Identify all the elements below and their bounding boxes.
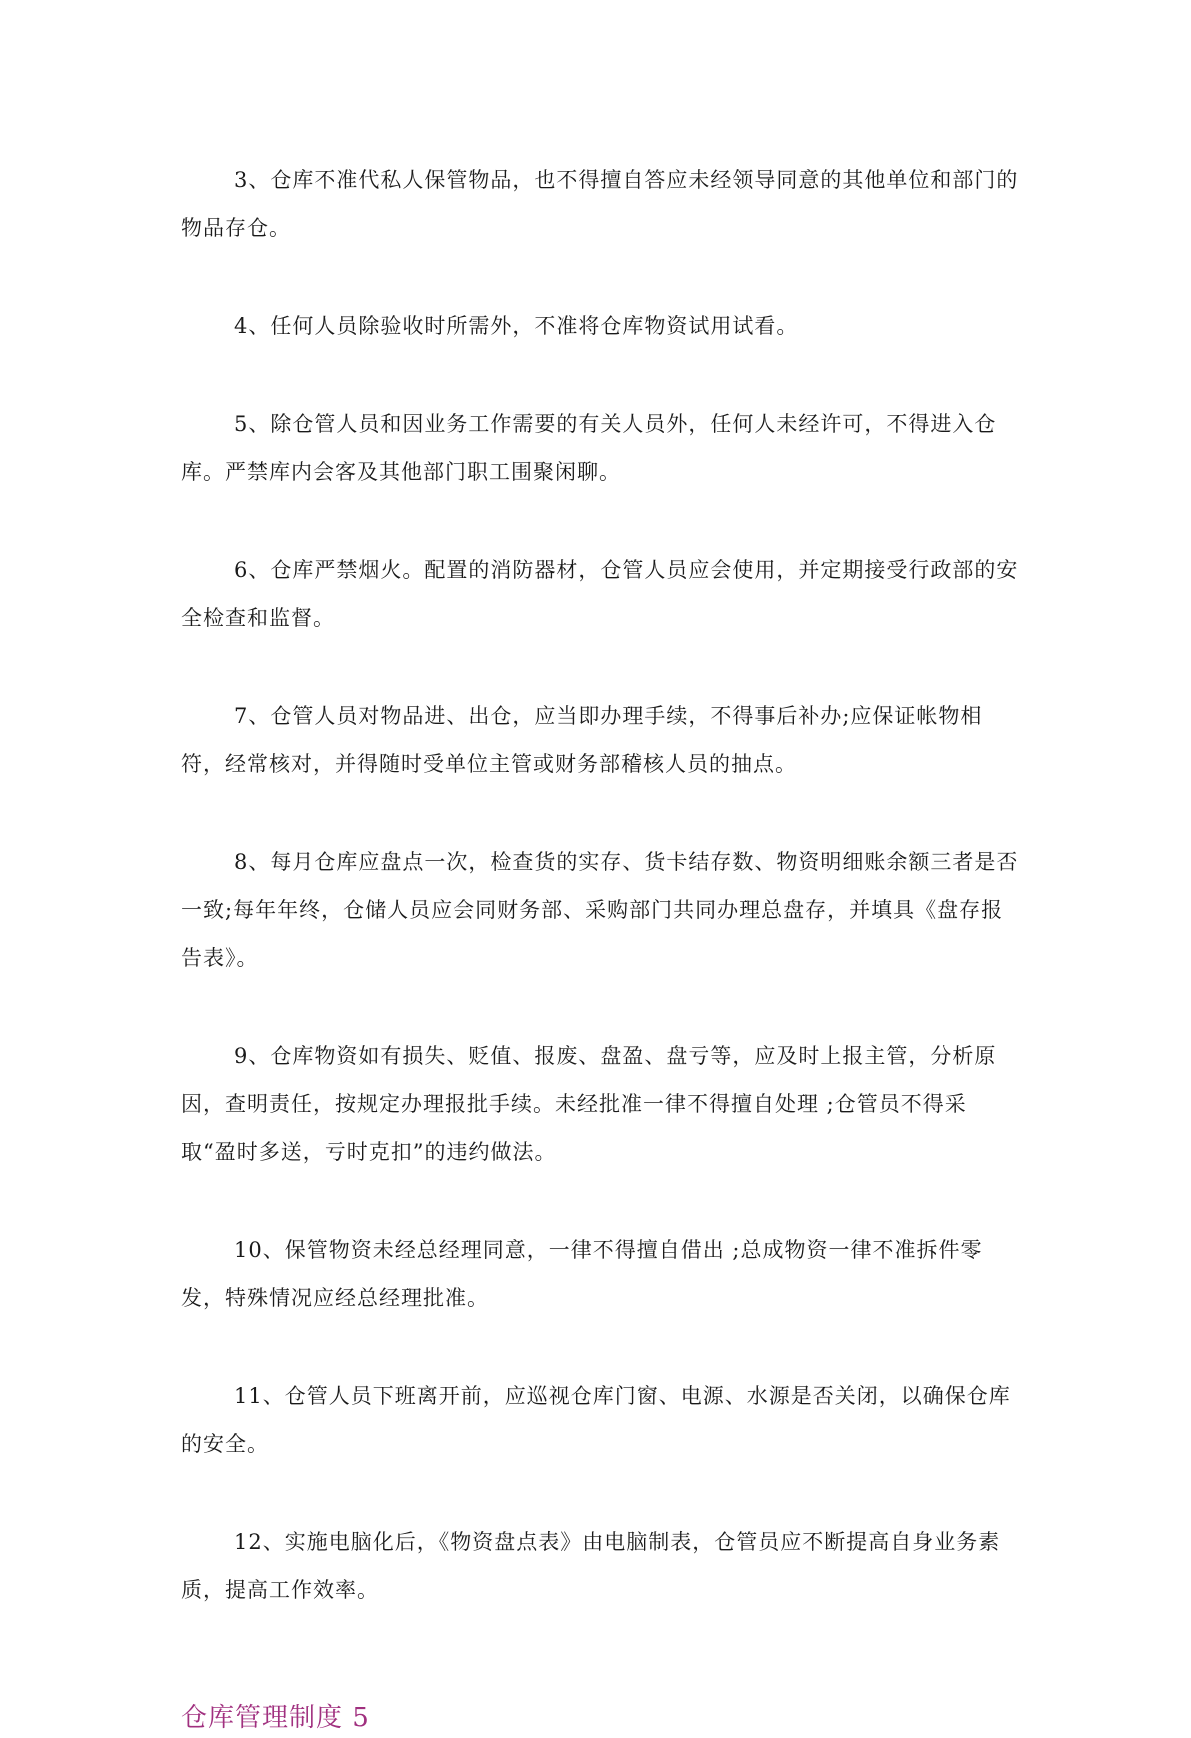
paragraph-item-3: 3、仓库不准代私人保管物品，也不得擅自答应未经领导同意的其他单位和部门的物品存仓。 xyxy=(181,168,1019,240)
paragraph-item-10: 10、保管物资未经总经理同意，一律不得擅自借出 ;总成物资一律不准拆件零发，特殊情况应经总经理批准。 xyxy=(181,1238,983,1310)
paragraph-item-7: 7、仓管人员对物品进、出仓，应当即办理手续，不得事后补办;应保证帐物相符，经常核对，并得随时受单位主管或财务部稽核人员的抽点。 xyxy=(181,704,983,776)
document-body xyxy=(181,156,1021,1738)
paragraph-item-11: 11、仓管人员下班离开前，应巡视仓库门窗、电源、水源是否关闭，以确保仓库的安全。 xyxy=(181,1384,1011,1456)
section-heading: 仓库管理制度 5 xyxy=(181,1703,370,1733)
paragraph-item-8: 8、每月仓库应盘点一次，检查货的实存、货卡结存数、物资明细账余额三者是否一致;每年年终，仓储人员应会同财务部、采购部门共同办理总盘存，并填具《盘存报告表》。 xyxy=(181,850,1019,970)
paragraph-item-4: 4、任何人员除验收时所需外，不准将仓库物资试用试看。 xyxy=(234,314,799,338)
paragraph-item-6: 6、仓库严禁烟火。配置的消防器材，仓管人员应会使用，并定期接受行政部的安全检查和监督。 xyxy=(181,558,1019,630)
paragraph-item-12: 12、实施电脑化后，《物资盘点表》由电脑制表，仓管员应不断提高自身业务素质，提高工作效率。 xyxy=(181,1530,1001,1602)
paragraph-item-9: 9、仓库物资如有损失、贬值、报废、盘盈、盘亏等，应及时上报主管，分析原因，查明责任，按规定办理报批手续。未经批准一律不得擅自处理 ;仓管员不得采取“盈时多送，亏时克扣”的违约做法。 xyxy=(181,1044,997,1164)
paragraph-item-5: 5、除仓管人员和因业务工作需要的有关人员外，任何人未经许可，不得进入仓库。严禁库内会客及其他部门职工围聚闲聊。 xyxy=(181,412,997,484)
